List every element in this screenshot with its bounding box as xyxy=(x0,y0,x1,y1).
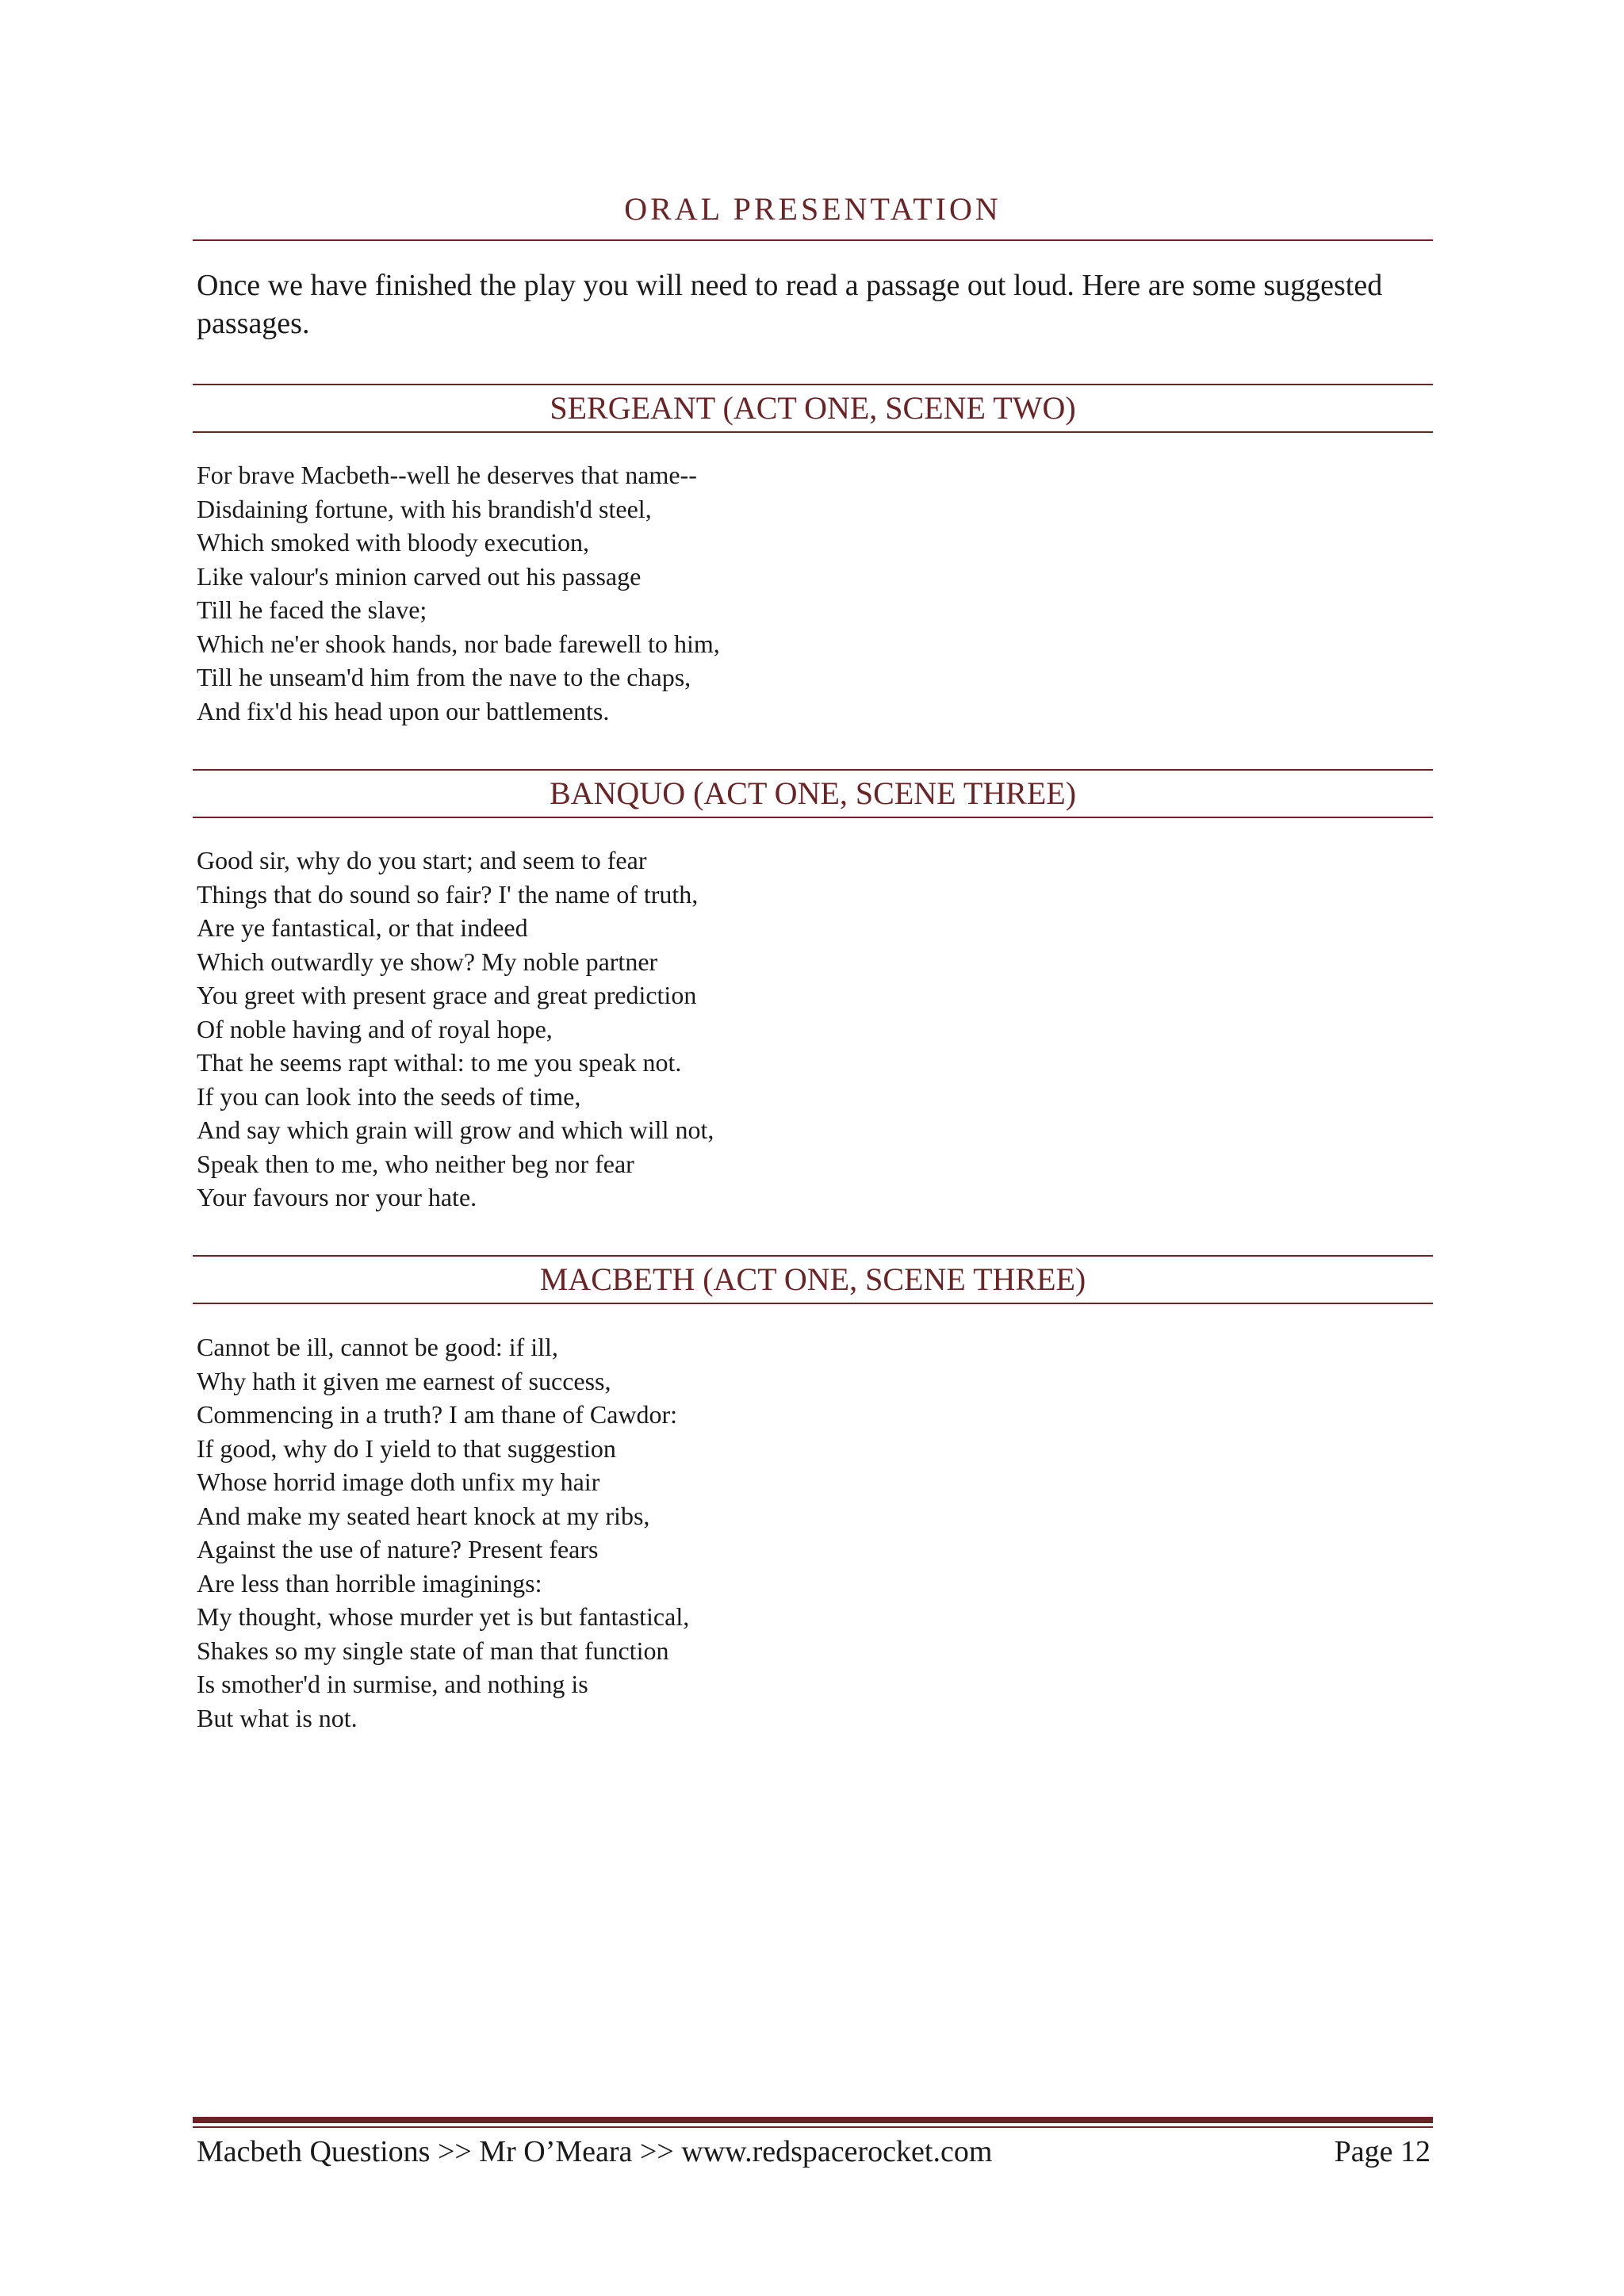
passage-sergeant xyxy=(197,458,1148,728)
passage-line: Of noble having and of royal hope, xyxy=(197,1014,553,1043)
passage-line: Which outwardly ye show? My noble partner xyxy=(197,947,658,976)
section-heading-banquo xyxy=(193,769,1433,818)
passage-line: That he seems rapt withal: to me you speak not. xyxy=(197,1048,682,1077)
section-heading-macbeth xyxy=(193,1255,1433,1304)
section-heading-text: SERGEANT (ACT ONE, SCENE TWO) xyxy=(550,390,1076,426)
passage-line: You greet with present grace and great prediction xyxy=(197,981,697,1009)
passage-line: Which smoked with bloody execution, xyxy=(197,528,590,557)
passage-line: Cannot be ill, cannot be good: if ill, xyxy=(197,1333,558,1361)
footer-credit: Macbeth Questions >> Mr O’Meara >> www.redspacerocket.com xyxy=(197,2135,993,2168)
passage-line: Disdaining fortune, with his brandish'd steel, xyxy=(197,494,652,523)
passage-line: If good, why do I yield to that suggestion xyxy=(197,1433,616,1463)
passage-line: Things that do sound so fair? I' the name of truth, xyxy=(197,879,699,909)
passage-banquo xyxy=(197,844,1148,1215)
passage-line: And say which grain will grow and which will not, xyxy=(197,1115,714,1144)
section-heading-sergeant xyxy=(193,384,1433,433)
section-heading-text: MACBETH (ACT ONE, SCENE THREE) xyxy=(539,1261,1086,1297)
footer-divider-thick xyxy=(193,2117,1433,2123)
passage-line: For brave Macbeth--well he deserves that name-- xyxy=(197,461,697,489)
passage-line: Against the use of nature? Present fears xyxy=(197,1535,599,1563)
passage-line: Are less than horrible imaginings: xyxy=(197,1568,542,1598)
passage-line: Commencing in a truth? I am thane of Cawdor: xyxy=(197,1400,678,1429)
intro-paragraph: Once we have finished the play you will need to read a passage out loud. Here are some suggested passages. xyxy=(197,269,1383,340)
section-heading-text: BANQUO (ACT ONE, SCENE THREE) xyxy=(549,775,1077,811)
page-title: ORAL PRESENTATION xyxy=(624,191,1002,227)
passage-line: Why hath it given me earnest of success, xyxy=(197,1366,611,1395)
footer-divider-thin xyxy=(193,2126,1433,2128)
passage-line: Till he unseam'd him from the nave to the chaps, xyxy=(197,663,691,691)
passage-line: Good sir, why do you start; and seem to fear xyxy=(197,846,647,874)
passage-line: Shakes so my single state of man that function xyxy=(197,1636,669,1665)
passage-line: Which ne'er shook hands, nor bade farewell to him, xyxy=(197,629,720,658)
passage-line: Your favours nor your hate. xyxy=(197,1183,477,1211)
passage-line: But what is not. xyxy=(197,1703,358,1732)
passage-line: Are ye fantastical, or that indeed xyxy=(197,913,528,942)
passage-line: Till he faced the slave; xyxy=(197,595,427,624)
passage-line: And fix'd his head upon our battlements. xyxy=(197,696,610,725)
passage-line: My thought, whose murder yet is but fantastical, xyxy=(197,1602,690,1631)
passage-line: Whose horrid image doth unfix my hair xyxy=(197,1468,600,1496)
title-divider xyxy=(193,239,1433,241)
passage-line: If you can look into the seeds of time, xyxy=(197,1081,581,1111)
passage-line: Speak then to me, who neither beg nor fear xyxy=(197,1149,634,1178)
page-number: Page 12 xyxy=(1334,2135,1431,2168)
passage-line: And make my seated heart knock at my ribs, xyxy=(197,1501,650,1530)
passage-line: Is smother'd in surmise, and nothing is xyxy=(197,1670,588,1698)
passage-macbeth xyxy=(197,1330,1148,1735)
passage-line: Like valour's minion carved out his passage xyxy=(197,561,642,591)
